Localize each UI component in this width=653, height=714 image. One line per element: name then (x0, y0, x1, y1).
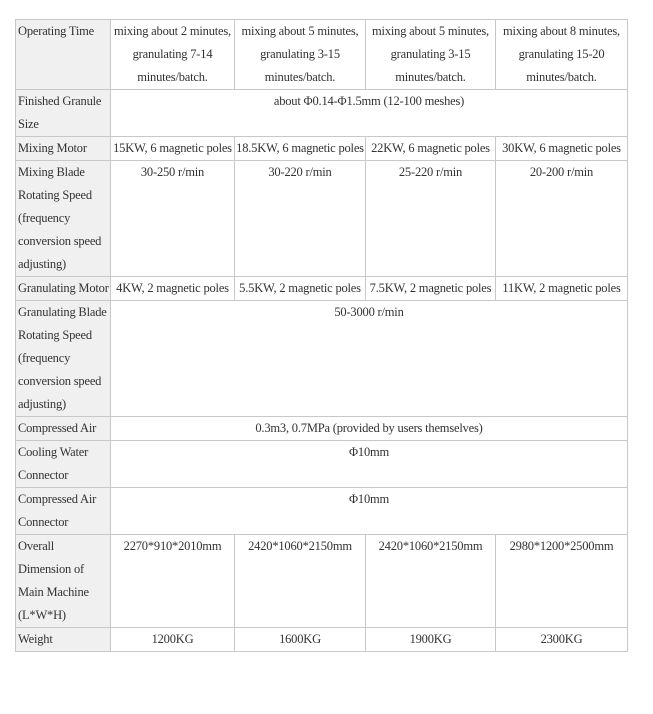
table-cell: 30-250 r/min (111, 161, 235, 277)
table-cell: 1200KG (111, 628, 235, 652)
table-cell: 1600KG (235, 628, 366, 652)
table-cell: 2420*1060*2150mm (366, 535, 496, 628)
table-row-granulating-blade-speed (16, 301, 628, 417)
row-label: Operating Time (16, 20, 111, 90)
table-row-compressed-air (16, 417, 628, 441)
row-label: Mixing Blade Rotating Speed (frequency conversion speed adjusting) (16, 161, 111, 277)
table-cell: Φ10mm (111, 488, 628, 535)
table-cell: 50-3000 r/min (111, 301, 628, 417)
table-cell: about Φ0.14-Φ1.5mm (12-100 meshes) (111, 90, 628, 137)
table-cell: 20-200 r/min (496, 161, 628, 277)
row-label: Finished Granule Size (16, 90, 111, 137)
table-cell: 4KW, 2 magnetic poles (111, 277, 235, 301)
table-row-mixing-blade-speed (16, 161, 628, 277)
table-cell: 30-220 r/min (235, 161, 366, 277)
row-label: Weight (16, 628, 111, 652)
table-cell: 25-220 r/min (366, 161, 496, 277)
row-label: Compressed Air Connector (16, 488, 111, 535)
table-cell: 11KW, 2 magnetic poles (496, 277, 628, 301)
table-row-cooling-water-connector (16, 441, 628, 488)
table-cell: 2300KG (496, 628, 628, 652)
table-cell: 2420*1060*2150mm (235, 535, 366, 628)
table-cell: 2270*910*2010mm (111, 535, 235, 628)
table-row-compressed-air-connector (16, 488, 628, 535)
table-row-finished-granule-size (16, 90, 628, 137)
row-label: Granulating Blade Rotating Speed (frequency conversion speed adjusting) (16, 301, 111, 417)
specification-table (15, 19, 628, 652)
table-cell: mixing about 8 minutes, granulating 15-20 minutes/batch. (496, 20, 628, 90)
table-cell: 22KW, 6 magnetic poles (366, 137, 496, 161)
table-cell: mixing about 2 minutes, granulating 7-14 minutes/batch. (111, 20, 235, 90)
table-cell: 7.5KW, 2 magnetic poles (366, 277, 496, 301)
table-row-operating-time (16, 20, 628, 90)
table-row-mixing-motor (16, 137, 628, 161)
table-cell: 2980*1200*2500mm (496, 535, 628, 628)
table-row-weight (16, 628, 628, 652)
table-cell: 0.3m3, 0.7MPa (provided by users themselves) (111, 417, 628, 441)
table-cell: Φ10mm (111, 441, 628, 488)
table-row-overall-dimension (16, 535, 628, 628)
table-cell: 5.5KW, 2 magnetic poles (235, 277, 366, 301)
table-cell: 30KW, 6 magnetic poles (496, 137, 628, 161)
table-cell: 15KW, 6 magnetic poles (111, 137, 235, 161)
table-cell: mixing about 5 minutes, granulating 3-15 minutes/batch. (235, 20, 366, 90)
row-label: Compressed Air (16, 417, 111, 441)
row-label: Mixing Motor (16, 137, 111, 161)
row-label: Cooling Water Connector (16, 441, 111, 488)
row-label: Granulating Motor (16, 277, 111, 301)
table-cell: 18.5KW, 6 magnetic poles (235, 137, 366, 161)
row-label: Overall Dimension of Main Machine (L*W*H) (16, 535, 111, 628)
table-cell: 1900KG (366, 628, 496, 652)
table-row-granulating-motor (16, 277, 628, 301)
table-cell: mixing about 5 minutes, granulating 3-15 minutes/batch. (366, 20, 496, 90)
